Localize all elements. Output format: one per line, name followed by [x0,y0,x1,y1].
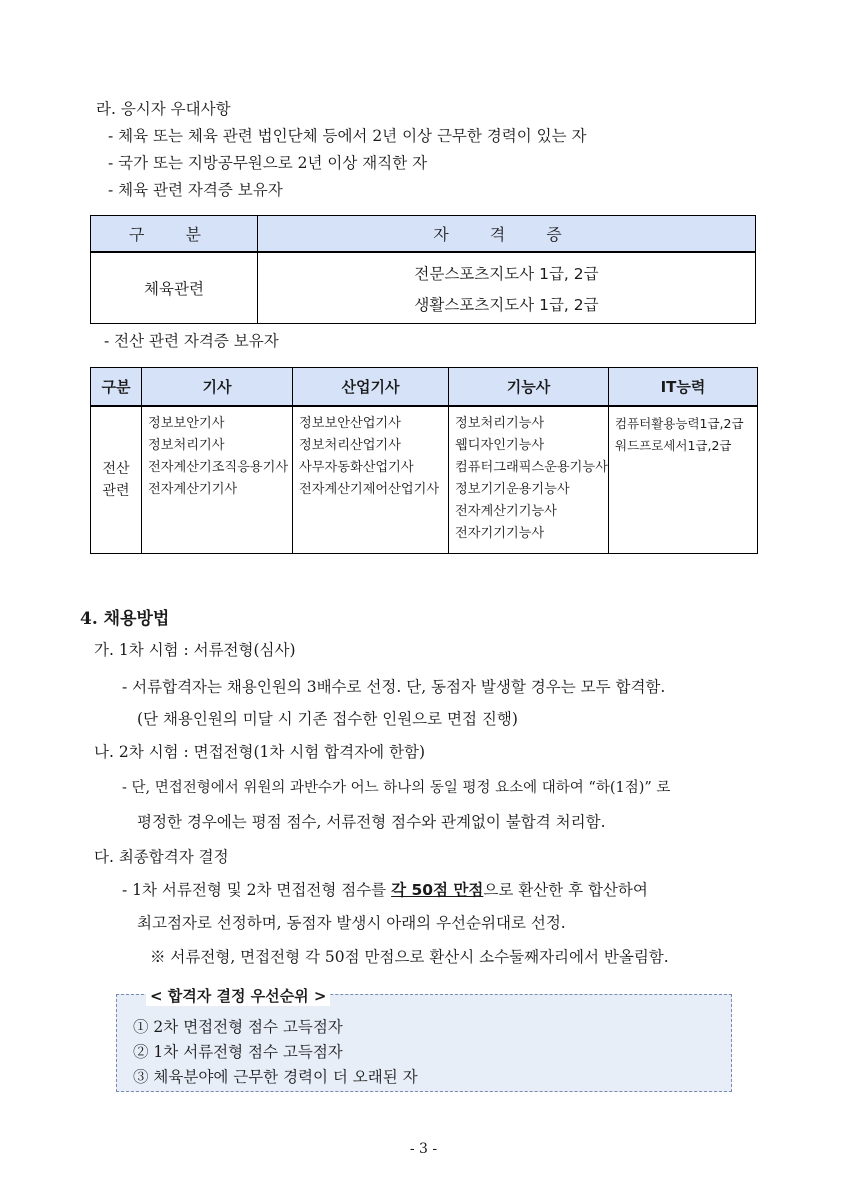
list-item: 정보보안산업기사 [299,416,401,431]
it-col-craftsman [449,406,609,553]
section-ra-item-2: - 국가 또는 지방공무원으로 2년 이상 재직한 자 [108,154,428,172]
priority-item-2: ② 1차 서류전형 점수 고득점자 [133,1043,343,1061]
sports-qualification-table [90,215,756,324]
list-item: 컴퓨터활용능력1급,2급 [615,416,744,431]
section-da-line-2: 최고점자로 선정하며, 동점자 발생시 아래의 우선순위대로 선정. [137,914,566,932]
sports-category-cell: 체육관련 [91,252,258,324]
list-item: 워드프로세서1급,2급 [615,438,732,453]
section-da-line-1-pre: - 1차 서류전형 및 2차 면접전형 점수를 [122,881,392,899]
section-na-line-2: 평정한 경우에는 평점 점수, 서류전형 점수와 관계없이 불합격 처리함. [137,813,606,831]
section-ga-line-2: (단 채용인원의 미달 시 기존 접수한 인원으로 면접 진행) [137,710,518,728]
section-4-title: 4. 채용방법 [80,609,170,629]
it-qualification-table [90,367,758,554]
page-number: - 3 - [409,1141,438,1157]
section-da-line-1-post: 으로 환산한 후 합산하여 [483,881,648,899]
list-item: 전자계산기제어산업기사 [299,482,440,497]
priority-item-3: ③ 체육분야에 근무한 경력이 더 오래된 자 [133,1068,418,1086]
it-header-category: 구분 [91,368,142,407]
it-header-industrial: 산업기사 [293,368,449,407]
list-item: 웹디자인기능사 [455,438,545,453]
emphasis-50-points: 각 50점 만점 [391,881,484,899]
list-item: 사무자동화산업기사 [299,460,414,475]
list-item: 정보처리산업기사 [299,438,401,453]
it-category-line-1: 전산 [102,460,130,477]
list-item: 정보기기운용기능사 [455,482,570,497]
list-item: 정보처리기사 [148,438,225,453]
list-item: 정보처리기능사 [455,416,545,431]
section-da-heading: 다. 최종합격자 결정 [94,848,229,866]
section-da-note: ※ 서류전형, 면접전형 각 50점 만점으로 환산시 소수둘째자리에서 반올림함. [150,948,669,966]
priority-item-1: ① 2차 면접전형 점수 고득점자 [133,1018,343,1036]
it-qualification-line: - 전산 관련 자격증 보유자 [104,332,279,350]
section-na-line-1: - 단, 면접전형에서 위원의 과반수가 어느 하나의 동일 평정 요소에 대하여 “하(1점)” 로 [122,780,671,796]
table-header-category: 구 분 [91,216,258,253]
section-ra-item-1: - 체육 또는 체육 관련 법인단체 등에서 2년 이상 근무한 경력이 있는 자 [108,127,587,145]
sports-qualification-1: 전문스포츠지도사 1급, 2급 [258,252,756,288]
list-item: 컴퓨터그래픽스운용기능사 [455,460,608,475]
it-header-it-ability: IT능력 [609,368,758,407]
section-ra-heading: 라. 응시자 우대사항 [96,100,231,118]
it-header-gisa: 기사 [142,368,293,407]
list-item: 전자계산기기능사 [455,504,557,519]
list-item: 전자기기기능사 [455,526,545,541]
it-category-line-2: 관련 [102,482,130,499]
section-ga-line-1: - 서류합격자는 채용인원의 3배수로 선정. 단, 동점자 발생할 경우는 모두 합격함. [122,678,666,696]
list-item: 전자계산기기사 [148,482,238,497]
sports-qualification-2: 생활스포츠지도사 1급, 2급 [258,288,756,324]
list-item: 정보보안기사 [148,416,225,431]
section-na-heading: 나. 2차 시험 : 면접전형(1차 시험 합격자에 한함) [94,743,425,761]
it-col-industrial [293,406,449,553]
it-category-cell [91,406,142,553]
section-ra-item-3: - 체육 관련 자격증 보유자 [108,181,283,199]
priority-title: < 합격자 결정 우선순위 > [146,986,330,1006]
it-header-craftsman: 기능사 [449,368,609,407]
section-da-line-1 [122,880,648,900]
table-header-qualification: 자 격 증 [258,216,756,253]
it-col-gisa [142,406,293,553]
it-col-it-ability [609,406,758,553]
list-item: 전자계산기조직응용기사 [148,460,289,475]
section-ga-heading: 가. 1차 시험 : 서류전형(심사) [94,641,296,659]
